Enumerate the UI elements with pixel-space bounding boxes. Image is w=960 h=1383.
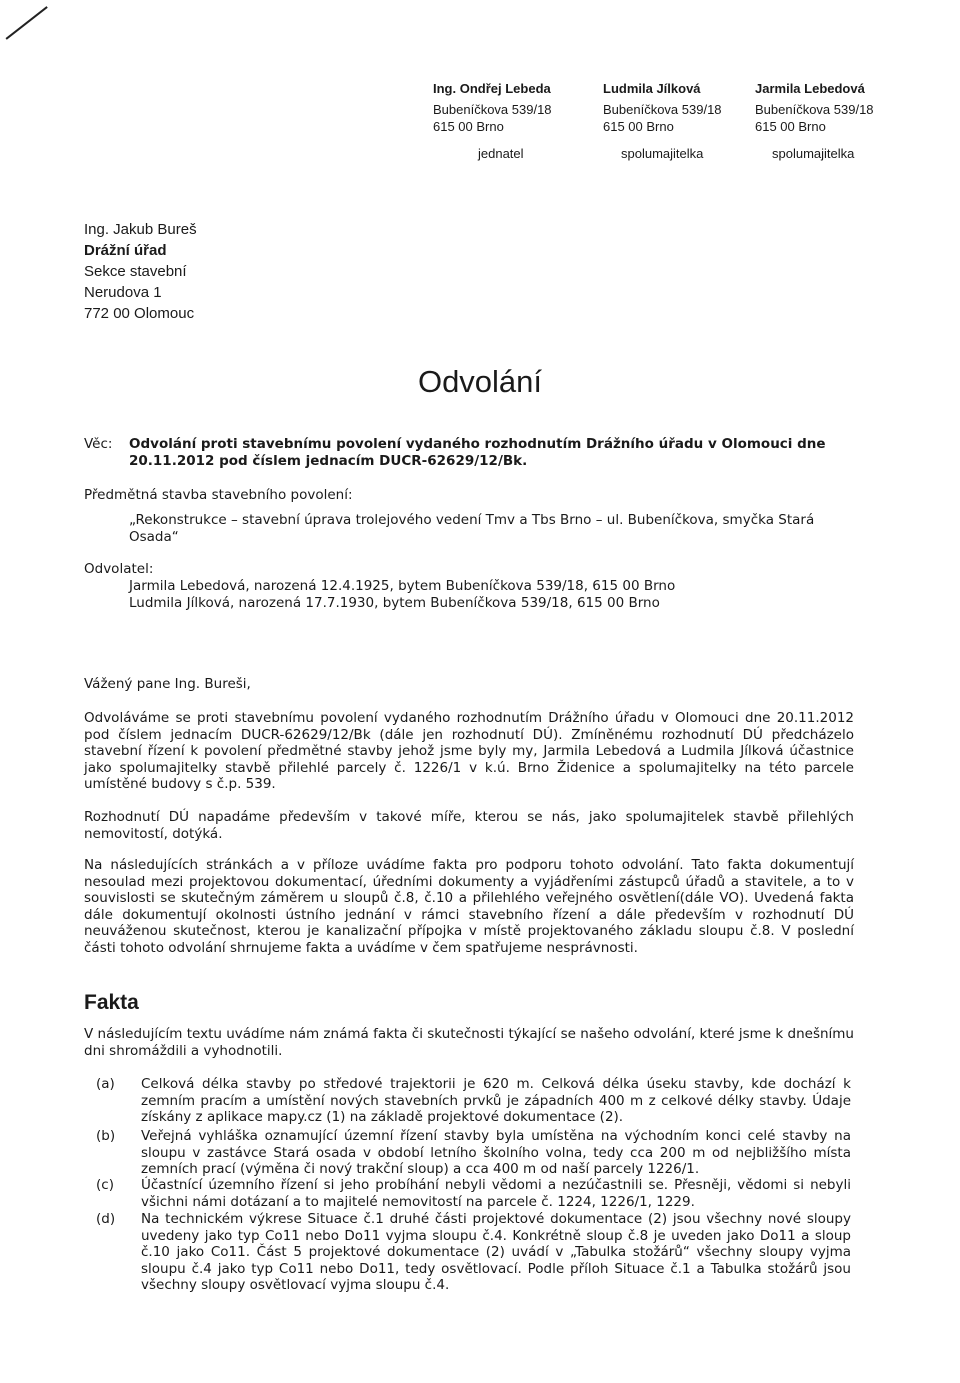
subject-line-1: Odvolání proti stavebnímu povolení vydaného rozhodnutím Drážního úřadu v Olomouci dne <box>129 436 826 452</box>
recipient-address <box>84 219 197 324</box>
sender-city: 615 00 Brno <box>603 119 674 134</box>
sender-name: Jarmila Lebedová <box>755 81 865 96</box>
sender-name: Ludmila Jílková <box>603 81 701 96</box>
subject-line-2: 20.11.2012 pod číslem jednacím DUCR-62629/12/Bk. <box>129 453 528 469</box>
sender-role: spolumajitelka <box>772 146 855 161</box>
appellant-2: Ludmila Jílková, narozená 17.7.1930, bytem Bubeníčkova 539/18, 615 00 Brno <box>129 595 660 611</box>
recipient-person: Ing. Jakub Bureš <box>84 221 197 238</box>
salutation: Vážený pane Ing. Bureši, <box>84 676 251 692</box>
subject-text <box>129 436 869 470</box>
subject-label: Věc: <box>84 436 113 452</box>
sender-street: Bubeníčkova 539/18 <box>603 102 722 117</box>
sender-block-3 <box>755 80 895 162</box>
list-item-d <box>96 1211 856 1301</box>
sender-city: 615 00 Brno <box>433 119 504 134</box>
appellants-label: Odvolatel: <box>84 561 154 577</box>
list-item-b <box>96 1128 856 1183</box>
document-title: Odvolání <box>417 364 543 399</box>
fakta-intro: V následujícím textu uvádíme nám známá fakta či skutečnosti týkající se našeho odvolání, které jsme k dnešnímu dni shromáždili a vyhodnotili. <box>84 1026 854 1059</box>
list-item-text: Veřejná vyhláška oznamující územní řízení stavby byla umístěna na východním konci celé stavby na sloupu v zastávce Stará osada v období letního školního volna, tedy cca 200 m od nejbližšího místa zemních prací (výměna či nový trakční sloup) a cca 400 m od naší parcely 1226/1. <box>141 1128 851 1177</box>
list-item-text: Účastnící územního řízení si jeho probíhání nebyli vědomi a nezúčastnili se. Přesněji, vědomi si nebyli všichni námi dotázaní a to majitelé nemovitostí na parcele č. 1224, 1226/1, 1229. <box>141 1177 851 1210</box>
list-item-letter: (b) <box>96 1128 116 1144</box>
list-item-letter: (a) <box>96 1076 115 1092</box>
list-item-letter: (d) <box>96 1211 116 1227</box>
recipient-street: Nerudova 1 <box>84 284 162 301</box>
list-item-letter: (c) <box>96 1177 114 1193</box>
fakta-list <box>96 1076 856 1306</box>
pen-stroke-mark <box>6 6 48 39</box>
paragraph-2: Rozhodnutí DÚ napadáme především v takové míře, kterou se nás, jako spolumajitelek stavbě přilehlých nemovitostí, dotýká. <box>84 809 854 842</box>
appellants-list <box>129 578 675 612</box>
paragraph-1: Odvoláváme se proti stavebnímu povolení vydaného rozhodnutím Drážního úřadu v Olomouci dne 20.11.2012 pod číslem jednacím DUCR-62629/12/Bk (dále jen rozhodnutí DÚ). Zmíněnému rozhodnutí DÚ předcházelo stavební řízení k povolení předmětné stavby jehož jsme byly my, Jarmila Lebedová a Ludmila Jílková účastnice jako spolumajitelky stavbě přilehlé parcely č. 1226/1 v k.ú. Brno Židenice a spolumajitelky na této parcele umístěné budovy s č.p. 539. <box>84 710 854 792</box>
project-line-1: „Rekonstrukce – stavební úprava trolejového vedení Tmv a Tbs Brno – ul. Bubeníčkova, smyčka Stará <box>129 512 815 528</box>
project-name <box>129 512 869 546</box>
paragraph-3: Na následujících stránkách a v příloze uvádíme fakta pro podporu tohoto odvolání. Tato fakta dokumentují nesoulad mezi projektovou dokumentací, úředními dokumenty a vyjádřeními zástupců úřadů a stavitele, a to v souvislosti se skutečným záměrem u sloupů č.8, č.10 a přilehlého veřejného osvětlení(dále VO). Uvedená fakta dále dokumentují okolnosti ústního jednání v rámci stavebního řízení a dále především v rozhodnutí DÚ neuváženou skutečnost, kterou je kanalizační přípojka v místě projektovaného základu sloupu č.8. V poslední části tohoto odvolání shrnujeme fakta a uvádíme v čem spatřujeme nesprávnosti. <box>84 857 854 956</box>
sender-street: Bubeníčkova 539/18 <box>433 102 552 117</box>
sender-street: Bubeníčkova 539/18 <box>755 102 874 117</box>
recipient-org: Drážní úřad <box>84 242 167 259</box>
sender-block-2 <box>603 80 743 162</box>
list-item-text: Na technickém výkrese Situace č.1 druhé části projektové dokumentace (2) jsou všechny nové sloupy uvedeny jako typ Co11 nebo Do11 vyjma sloupu č.4. Konkrétně sloup č.8 je uveden jako Do11 a sloup č.10 jako Co11. Část 5 projektové dokumentace (2) uvádí v „Tabulka stožárů“ všechny sloupy vyjma sloupu č.4 jako typ Co11 nebo Do11, tedy osvětlovací. Podle příloh Situace č.1 a Tabulka stožárů jsou všechny sloupy osvětlovací vyjma sloupu č.4. <box>141 1211 851 1293</box>
project-label: Předmětná stavba stavebního povolení: <box>84 487 353 503</box>
recipient-city: 772 00 Olomouc <box>84 305 195 322</box>
appellant-1: Jarmila Lebedová, narozená 12.4.1925, bytem Bubeníčkova 539/18, 615 00 Brno <box>129 578 676 594</box>
project-line-2: Osada“ <box>129 529 179 545</box>
list-item-text: Celková délka stavby po středové trajektorii je 620 m. Celková délka úseku stavby, kde dochází k zemním pracím a umístění nových stavebních prvků je západních 400 m z celkové délky stavby. Údaje získány z aplikace mapy.cz (1) na základě projektové dokumentace (2). <box>141 1076 851 1125</box>
sender-city: 615 00 Brno <box>755 119 826 134</box>
sender-role: spolumajitelka <box>621 146 704 161</box>
fakta-heading: Fakta <box>84 991 139 1014</box>
sender-name: Ing. Ondřej Lebeda <box>433 81 551 96</box>
sender-role: jednatel <box>478 146 524 161</box>
recipient-dept: Sekce stavební <box>84 263 187 280</box>
sender-block-1 <box>433 80 583 162</box>
